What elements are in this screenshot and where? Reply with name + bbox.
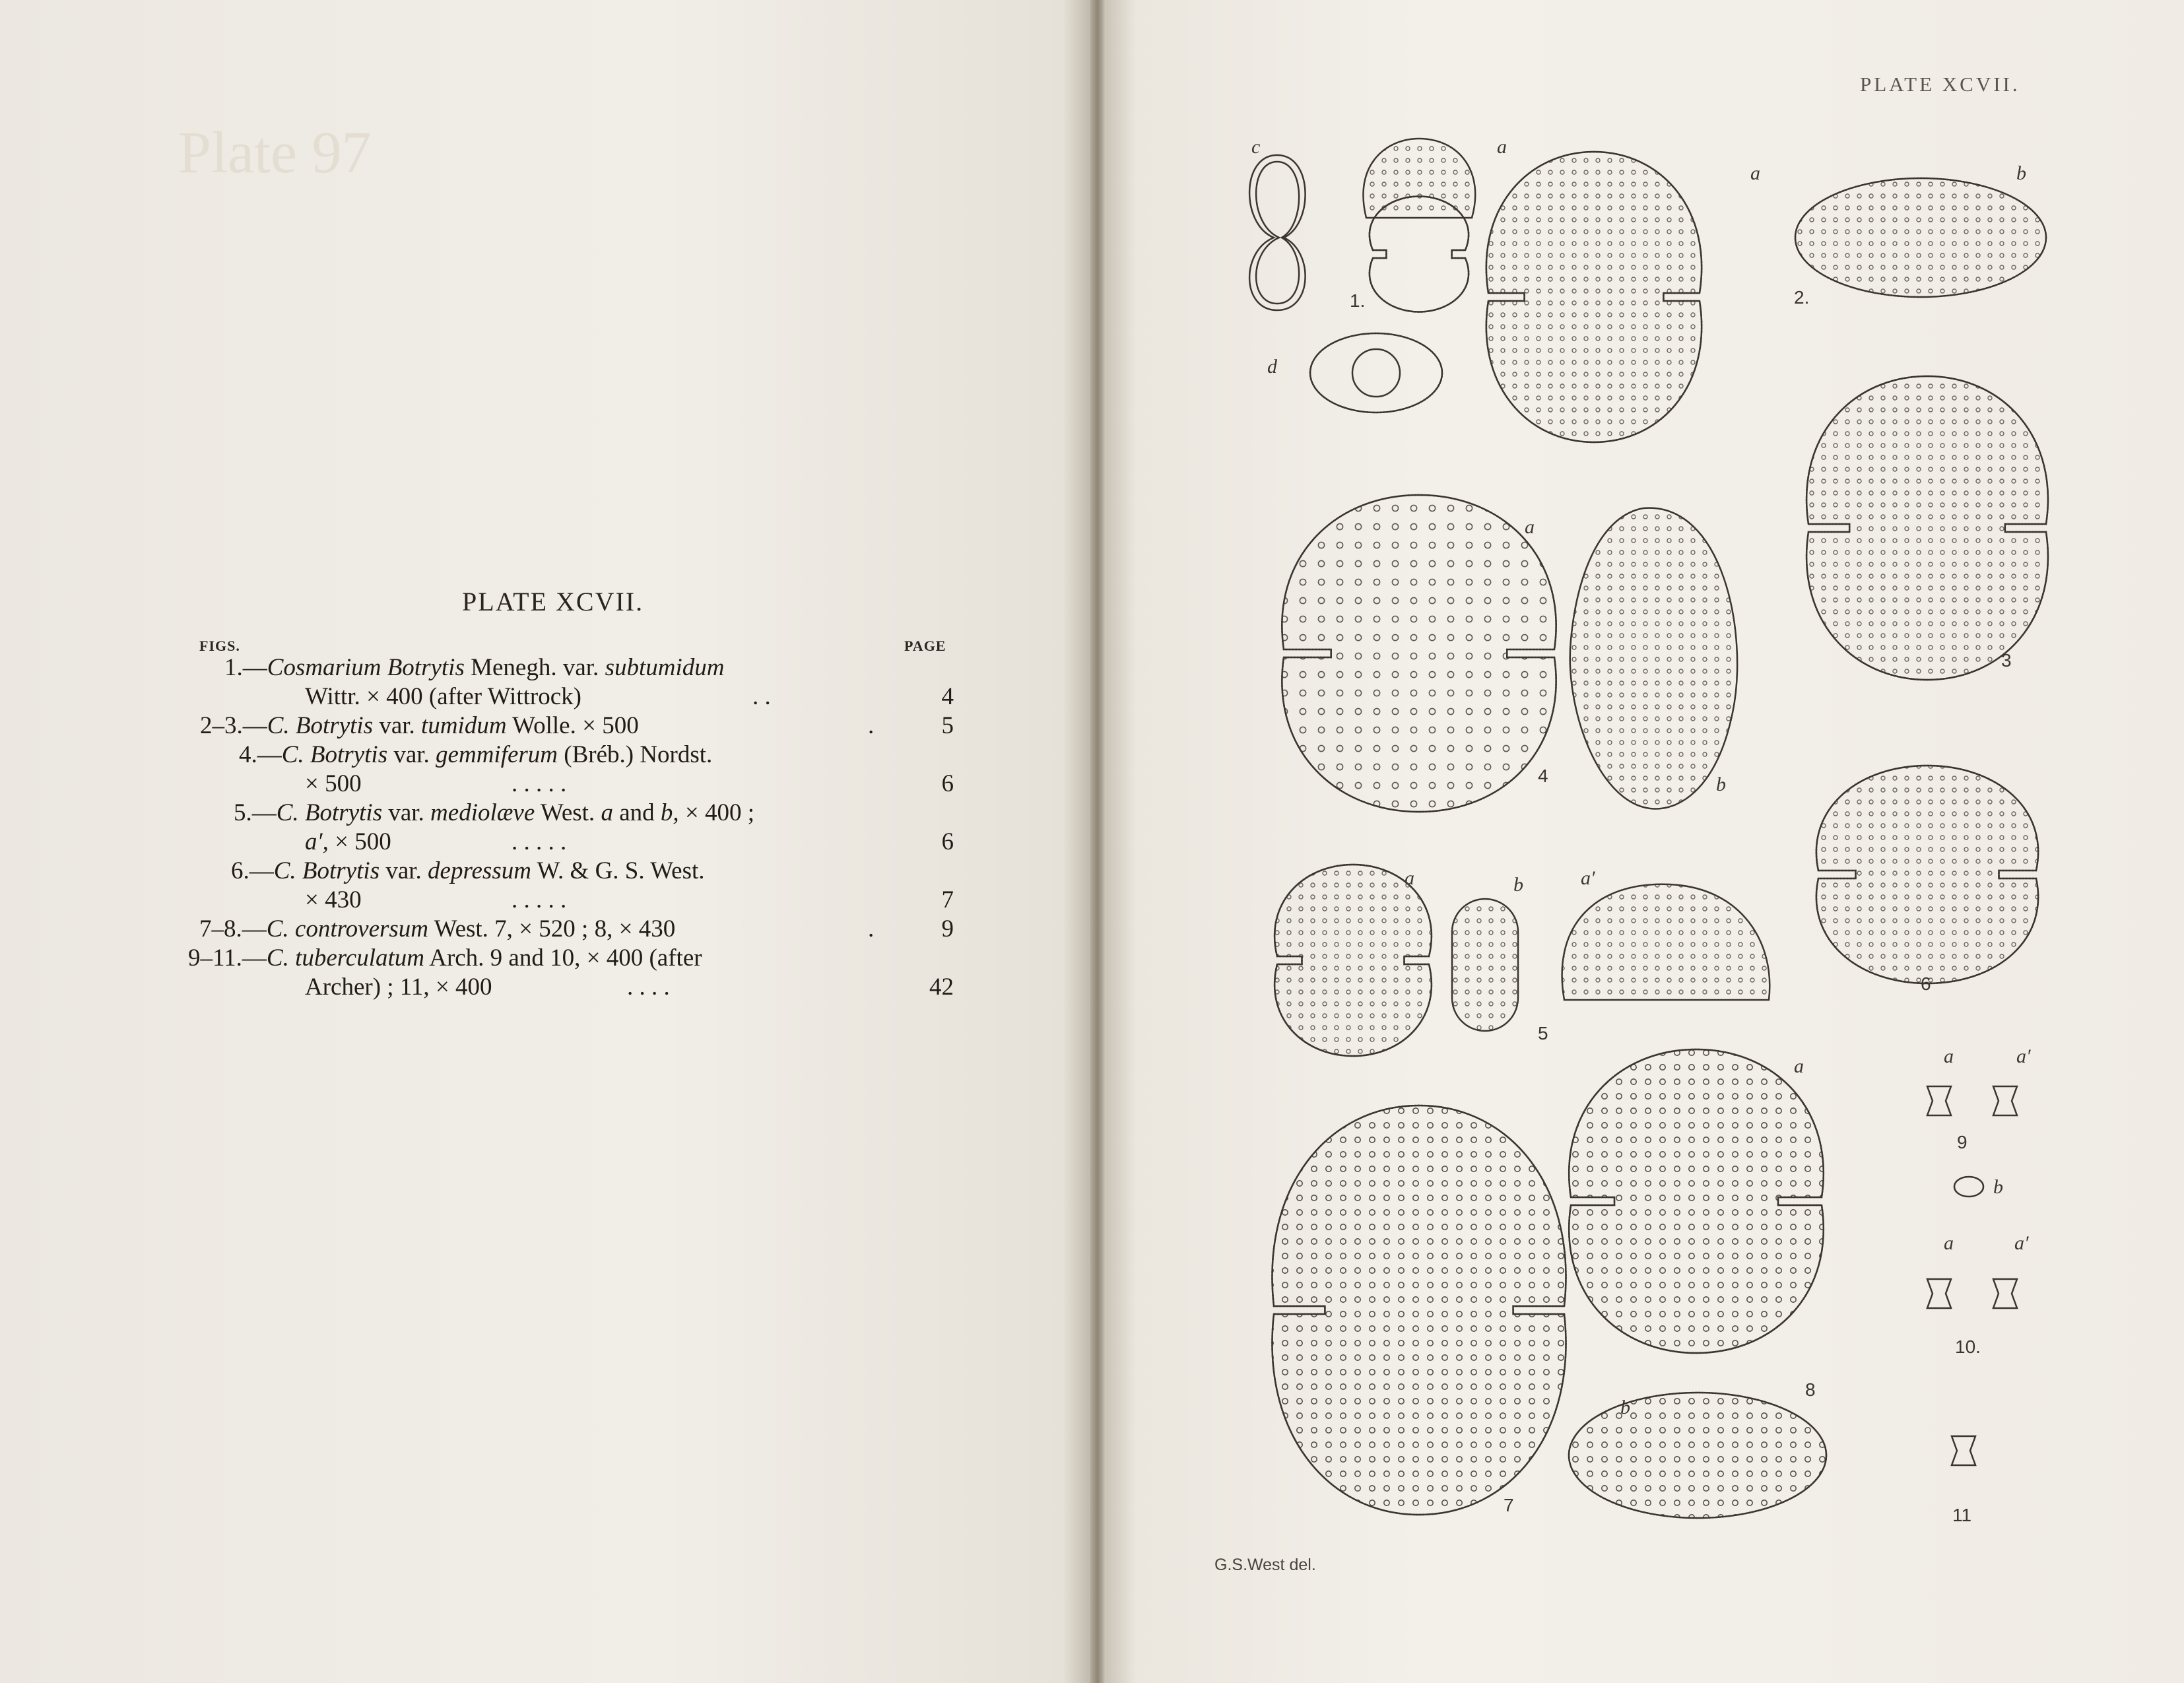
fig-number: 9–11.— <box>188 944 267 972</box>
fig-number-5: 5 <box>1538 1023 1548 1043</box>
leader-dots: . <box>868 915 875 942</box>
entry-text: West. 7, × 520 ; 8, × 430 <box>434 915 676 942</box>
label-9b: b <box>1993 1176 2003 1198</box>
fig1c-inner <box>1256 162 1299 304</box>
plate-heading: PLATE XCVII. <box>462 587 644 616</box>
entry-continuation: Archer) ; 11, × 400 <box>305 974 492 1001</box>
page-column-label: PAGE <box>904 638 946 654</box>
figs-column-label: FIGS. <box>199 638 240 654</box>
fig-number-3: 3 <box>2001 650 2012 671</box>
entry-continuation: × 430 <box>305 886 362 913</box>
leader-dots: . . . . <box>627 974 670 1001</box>
page-number: 5 <box>941 712 954 739</box>
species-name: C. Botrytis <box>281 741 388 768</box>
species-name: C. Botrytis <box>276 799 383 826</box>
page-number: 6 <box>941 828 954 855</box>
label-1c: c <box>1251 136 1261 158</box>
fig8a-cell <box>1569 1049 1824 1353</box>
label-5a-prime: a′ <box>1581 867 1595 889</box>
entry-text: W. & G. S. West. <box>537 857 705 884</box>
ghost-show-through-text: Plate 97 <box>178 120 372 185</box>
variety-name: mediolæve <box>430 799 535 826</box>
fig1a-top <box>1363 139 1475 218</box>
fig-number-1: 1. <box>1350 290 1366 311</box>
label-10a: a <box>1944 1232 1954 1254</box>
label-2b: b <box>2016 162 2026 184</box>
fig-number: 1.— <box>224 654 267 681</box>
page-number: 42 <box>929 974 954 1001</box>
fig-number-9: 9 <box>1957 1132 1968 1152</box>
variety-name: tumidum <box>421 712 507 739</box>
variety-name: subtumidum <box>605 654 725 681</box>
label-10a-prime: a′ <box>2014 1232 2029 1254</box>
label-5a: a <box>1405 867 1414 889</box>
label-5b: b <box>1513 874 1523 896</box>
entry-text: (Bréb.) Nordst. <box>564 741 713 768</box>
species-name: C. Botrytis <box>267 712 374 739</box>
label-4a: a <box>1525 516 1535 538</box>
fig1d-outline-outline <box>1310 333 1442 412</box>
fig4b-side <box>1570 508 1737 809</box>
page-number: 9 <box>941 915 954 942</box>
entry-text: Wolle. × 500 <box>512 712 639 739</box>
entry-text: and <box>619 799 655 826</box>
entry-text: × 500 <box>335 828 391 855</box>
entry-text: Wittr. × 400 (after Wittrock) <box>305 683 581 710</box>
label-2a: a <box>1750 162 1760 184</box>
label-1a: a <box>1497 136 1507 158</box>
label-8a: a <box>1794 1055 1804 1077</box>
fig-number-2: 2. <box>1794 287 1810 308</box>
label-9a-prime: a′ <box>2016 1045 2031 1067</box>
entry-text: Arch. 9 and 10, × 400 (after <box>429 944 702 972</box>
fig9a-small <box>1927 1086 1951 1115</box>
label-4b: b <box>1716 774 1726 795</box>
fig-number: 7–8.— <box>199 915 267 942</box>
figure-letter: a <box>601 799 613 826</box>
fig11-small <box>1952 1436 1975 1465</box>
entry-continuation: × 500 <box>305 770 362 797</box>
label-1d: d <box>1267 356 1277 378</box>
fig-number-10: 10. <box>1955 1336 1981 1357</box>
fig6-cell <box>1816 766 2038 983</box>
fig5b-side <box>1452 899 1518 1031</box>
figure-letter: a′, <box>305 828 329 855</box>
entry-text: West. <box>540 799 595 826</box>
fig7-cell <box>1272 1106 1566 1515</box>
fig3-cell <box>1806 376 2048 680</box>
fig5a-prime <box>1562 884 1770 1000</box>
page-number: 4 <box>941 683 954 710</box>
leader-dots: . . . . . <box>512 828 567 855</box>
fig4a-cell <box>1282 495 1556 812</box>
species-name: C. tuberculatum <box>266 944 424 972</box>
fig-number-7: 7 <box>1504 1495 1514 1515</box>
species-name: Cosmarium Botrytis <box>267 654 465 681</box>
fig10a-prime-small <box>1993 1279 2017 1308</box>
page-number: 7 <box>941 886 954 913</box>
plate-running-head: PLATE XCVII. <box>1860 73 2020 96</box>
leader-dots: . . . . . <box>512 886 567 913</box>
fig-number: 2–3.— <box>200 712 267 739</box>
artist-credit: G.S.West del. <box>1214 1556 1316 1574</box>
entry-text: var. <box>393 741 430 768</box>
leader-dots: . <box>868 712 875 739</box>
species-name: C. controversum <box>266 915 429 942</box>
entry-text: Menegh. var. <box>471 654 599 681</box>
fig-number: 6.— <box>231 857 274 884</box>
fig5a-cell <box>1274 865 1432 1056</box>
fig-number: 5.— <box>234 799 277 826</box>
fig-number: 4.— <box>239 741 282 768</box>
fig-number-11: 11 <box>1952 1505 1972 1525</box>
leader-dots: . . <box>752 683 771 710</box>
entry-text: var. <box>385 857 422 884</box>
fig-number-4: 4 <box>1538 766 1548 786</box>
variety-name: gemmiferum <box>436 741 558 768</box>
specimen-drawings <box>1249 139 2048 1518</box>
entry-text: var. <box>379 712 415 739</box>
fig2a-cell <box>1486 152 1702 442</box>
fig-number-8: 8 <box>1805 1379 1816 1400</box>
entry-text: var. <box>388 799 424 826</box>
label-8b: b <box>1620 1397 1630 1418</box>
species-name: C. Botrytis <box>273 857 380 884</box>
fig-number-6: 6 <box>1921 974 1931 994</box>
fig10a-small <box>1927 1279 1951 1308</box>
fig9a-prime-small <box>1993 1086 2017 1115</box>
fig1d-center <box>1352 349 1400 397</box>
variety-name: depressum <box>428 857 531 884</box>
entry-text: × 400 ; <box>684 799 755 826</box>
leader-dots: . . . . . <box>512 770 567 797</box>
page-number: 6 <box>941 770 954 797</box>
label-9a: a <box>1944 1045 1954 1067</box>
figure-letter: b, <box>660 799 679 826</box>
fig9b-small <box>1954 1177 1983 1197</box>
